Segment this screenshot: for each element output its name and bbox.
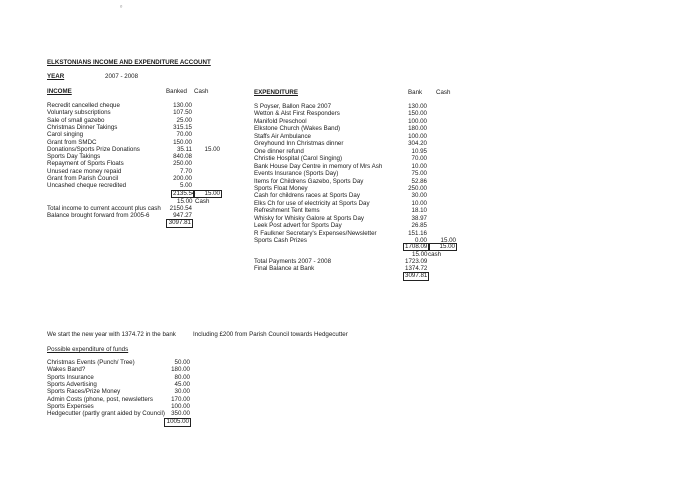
possible-row-value: 180.00 xyxy=(171,366,190,374)
expenditure-row-bank: 100.00 xyxy=(408,132,427,140)
expenditure-row-label: Greyhound Inn Christmas dinner xyxy=(254,140,344,148)
expenditure-row-label: S Poyser, Ballon Race 2007 xyxy=(254,103,332,110)
possible-row-value: 45.00 xyxy=(174,380,190,388)
expenditure-row-label: Manifold Preschool xyxy=(254,117,307,125)
expenditure-row-label: Bank House Day Centre in memory of Mrs Ash xyxy=(254,162,383,170)
expenditure-cash-line-label: cash xyxy=(428,251,442,258)
income-row-label: Repayment of Sports Floats xyxy=(47,160,124,168)
expenditure-row-label: Sports Cash Prizes xyxy=(254,237,307,245)
expenditure-row-bank: 180.00 xyxy=(408,125,427,133)
income-row-label: Unused race money repaid xyxy=(47,167,122,175)
expenditure-row-cash: 15.00 xyxy=(440,237,456,245)
income-col-cash: Cash xyxy=(194,88,209,95)
expenditure-subtotal-cash: 15.00 xyxy=(429,243,457,251)
income-row-banked: 150.00 xyxy=(173,138,192,146)
expenditure-row-bank: 10.95 xyxy=(411,147,427,155)
income-row-label: Sports Day Takings xyxy=(47,153,101,161)
expenditure-row-label: Wetton & Alst First Responders xyxy=(254,110,340,118)
expenditure-row-bank: 130.00 xyxy=(408,103,427,110)
income-row-label: Voluntary subscriptions xyxy=(47,109,111,117)
income-row-banked: 840.08 xyxy=(173,153,192,161)
expenditure-row-bank: 75.00 xyxy=(411,170,427,178)
expenditure-final-label: Final Balance at Bank xyxy=(254,265,315,272)
possible-row-label: Sports Insurance xyxy=(47,373,94,381)
possible-row-label: Christmas Events (Punch/ Tree) xyxy=(47,359,135,366)
expenditure-row-label: One dinner refund xyxy=(254,147,304,155)
expenditure-row-label: Elks Ch for use of electricity at Sports Day xyxy=(254,199,370,207)
year-label: YEAR xyxy=(47,73,65,80)
note-parish-grant: Including £200 from Parish Council towards Hedgecutter xyxy=(193,331,348,338)
income-row-banked: 7.70 xyxy=(179,167,192,175)
expenditure-row-label: Events Insurance (Sports Day) xyxy=(254,170,339,178)
possible-row-value: 350.00 xyxy=(171,410,190,418)
possible-row-label: Admin Costs (phone, post, newsletters xyxy=(47,395,153,403)
possible-row-label: Wakes Band? xyxy=(47,366,86,374)
income-total-label: Total income to current account plus cash xyxy=(47,205,161,212)
possible-row-label: Sports Expenses xyxy=(47,402,94,410)
page-mark: ᵒ xyxy=(120,4,123,11)
income-row-cash: 15.00 xyxy=(204,145,220,153)
possible-heading: Possible expenditure of funds xyxy=(47,346,129,353)
income-heading: INCOME xyxy=(47,88,72,95)
expenditure-row-label: Christie Hospital (Carol Singing) xyxy=(254,155,343,163)
expenditure-subtotal-bank: 1708.09 xyxy=(405,243,428,250)
expenditure-row-label: R Faulkner Secretary's Expenses/Newsletter xyxy=(254,229,377,237)
expenditure-row-bank: 70.00 xyxy=(411,155,427,163)
expenditure-row-bank: 26.85 xyxy=(411,222,427,230)
income-row-banked: 315.15 xyxy=(173,123,192,131)
expenditure-row-bank: 10.00 xyxy=(411,162,427,170)
expenditure-heading: EXPENDITURE xyxy=(254,89,299,96)
expenditure-total-label: Total Payments 2007 - 2008 xyxy=(254,258,332,265)
income-row-banked: 35.11 xyxy=(176,145,192,153)
income-cash-line-value: 15.00 xyxy=(177,198,193,205)
document-title: ELKSTONIANS INCOME AND EXPENDITURE ACCOUNT xyxy=(47,59,211,66)
expenditure-row-bank: 250.00 xyxy=(408,184,427,192)
year-value: 2007 - 2008 xyxy=(105,73,139,80)
income-row-banked: 70.00 xyxy=(176,131,192,139)
possible-row-label: Sports Races/Prize Money xyxy=(47,388,121,396)
expenditure-row-bank: 30.00 xyxy=(411,192,427,200)
possible-row-value: 50.00 xyxy=(174,359,190,366)
possible-row-value: 100.00 xyxy=(171,402,190,410)
possible-row-value: 80.00 xyxy=(174,373,190,381)
expenditure-row-bank: 18.10 xyxy=(411,207,427,215)
income-total-value: 2150.54 xyxy=(169,205,192,212)
expenditure-row-label: Sports Float Money xyxy=(254,184,308,192)
possible-row-value: 170.00 xyxy=(171,395,190,403)
expenditure-col-bank: Bank xyxy=(408,89,423,96)
income-row-label: Grant from SMDC xyxy=(47,138,97,146)
expenditure-row-bank: 52.86 xyxy=(411,177,427,185)
note-bank-balance: We start the new year with 1374.72 in the bank xyxy=(47,331,176,338)
possible-row-label: Hedgecutter (partly grant aided by Council) xyxy=(47,410,165,418)
expenditure-col-cash: Cash xyxy=(436,89,451,96)
possible-row-value: 30.00 xyxy=(174,388,190,396)
expenditure-row-bank: 151.16 xyxy=(408,229,427,237)
income-row-label: Grant from Parish Council xyxy=(47,175,119,182)
income-forward-value: 947.27 xyxy=(173,212,192,219)
expenditure-row-bank: 304.20 xyxy=(408,140,427,148)
income-row-label: Carol singing xyxy=(47,131,84,139)
expenditure-row-bank: 0.00 xyxy=(414,237,427,245)
income-row-label: Recredit cancelled cheque xyxy=(47,102,120,109)
income-row-label: Uncashed cheque recredited xyxy=(47,182,127,190)
income-row-label: Donations/Sports Prize Donations xyxy=(47,145,140,153)
income-row-label: Christmas Dinner Takings xyxy=(47,123,118,131)
expenditure-row-label: Elkstone Church (Wakes Band) xyxy=(254,125,341,133)
expenditure-row-label: Refreshment Tent Items xyxy=(254,207,320,215)
expenditure-row-bank: 38.97 xyxy=(411,214,427,222)
expenditure-row-bank: 150.00 xyxy=(408,110,427,118)
income-row-banked: 200.00 xyxy=(173,175,192,182)
income-subtotal-banked: 2135.54 xyxy=(173,190,196,197)
expenditure-cash-line-value: 15.00 xyxy=(412,251,428,258)
expenditure-grand-total: 3097.81 xyxy=(405,272,428,279)
income-row-banked: 25.00 xyxy=(176,116,192,124)
income-row-banked: 250.00 xyxy=(173,160,192,168)
income-subtotal-cash: 15.00 xyxy=(194,190,222,198)
income-grand-total: 3097.81 xyxy=(166,219,193,228)
income-col-banked: Banked xyxy=(166,88,187,95)
income-cash-line-label: Cash xyxy=(195,198,210,205)
expenditure-row-label: Leek Post advert for Sports Day xyxy=(254,222,342,230)
possible-total: 1005.00 xyxy=(164,418,191,427)
expenditure-row-label: Items for Childrens Gazebo, Sports Day xyxy=(254,177,364,185)
expenditure-row-label: Whisky for Whisky Galore at Sports Day xyxy=(254,214,365,222)
expenditure-row-bank: 10.00 xyxy=(411,199,427,207)
income-row-banked: 107.50 xyxy=(173,109,192,117)
expenditure-sum-value: 1723.09 xyxy=(405,258,428,265)
income-row-banked: 130.00 xyxy=(173,102,192,109)
expenditure-row-label: Cash for childrens races at Sports Day xyxy=(254,192,360,200)
income-row-banked: 5.00 xyxy=(179,182,192,190)
expenditure-final-value: 1374.72 xyxy=(405,265,428,272)
income-row-label: Sale of small gazebo xyxy=(47,116,105,124)
expenditure-row-label: Staffs Air Ambulance xyxy=(254,132,311,140)
income-forward-label: Balance brought forward from 2005-6 xyxy=(47,212,150,219)
expenditure-row-bank: 100.00 xyxy=(408,117,427,125)
possible-row-label: Sports Advertising xyxy=(47,380,97,388)
